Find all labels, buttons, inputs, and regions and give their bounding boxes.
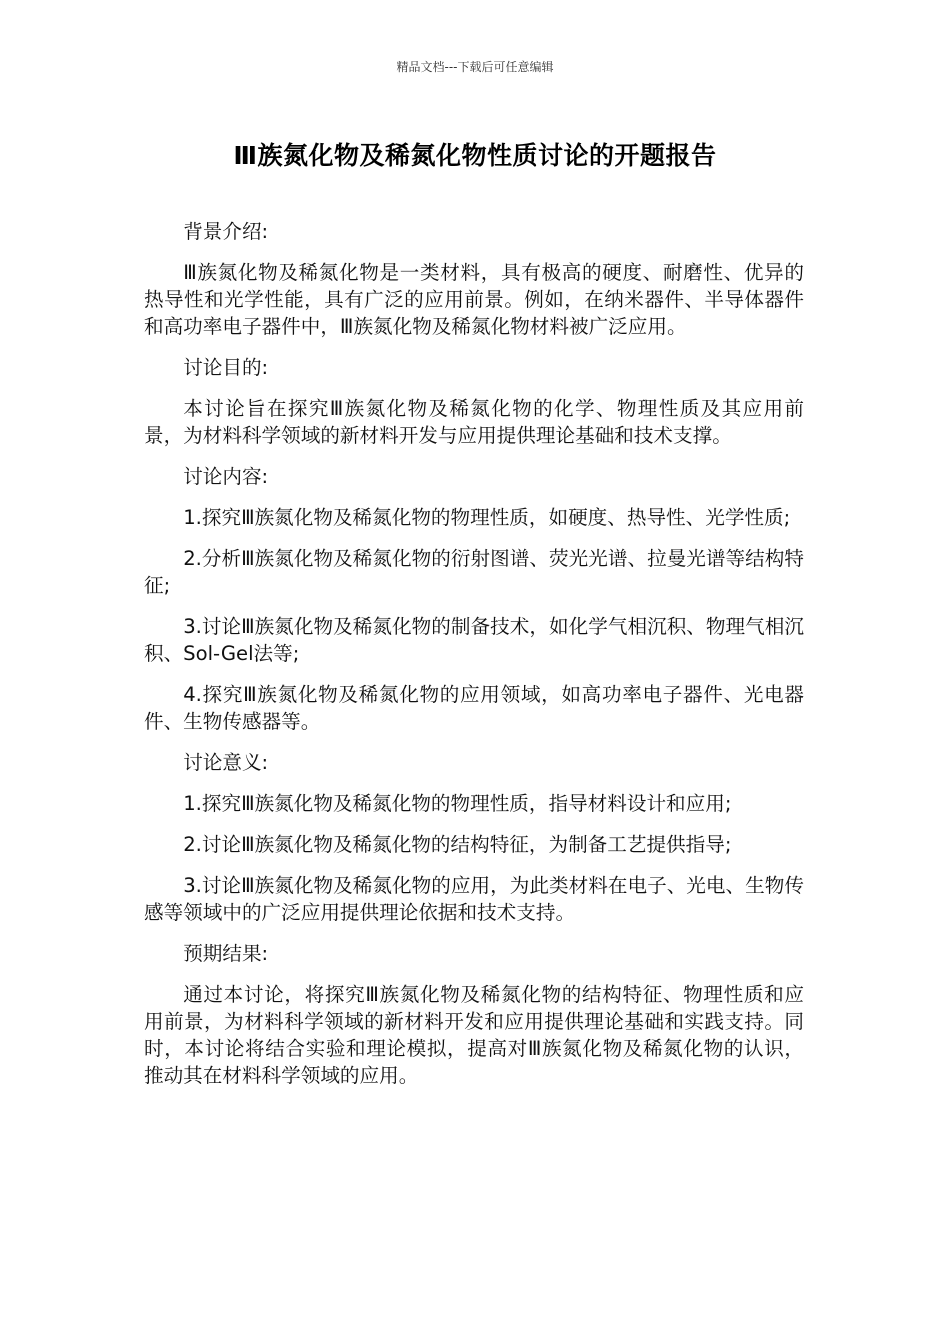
results-paragraph: 通过本讨论，将探究Ⅲ族氮化物及稀氮化物的结构特征、物理性质和应用前景，为材料科学领域的新材料开发和应用提供理论基础和实践支持。同时，本讨论将结合实验和理论模拟，提高对Ⅲ族氮化物及稀氮化物的认识，推动其在材料科学领域的应用。 xyxy=(144,983,804,1087)
significance-item-1: 1.探究Ⅲ族氮化物及稀氮化物的物理性质，指导材料设计和应用; xyxy=(183,792,732,815)
content-item-1: 1.探究Ⅲ族氮化物及稀氮化物的物理性质，如硬度、热导性、光学性质; xyxy=(183,506,791,529)
results-heading: 预期结果: xyxy=(183,942,269,965)
significance-heading: 讨论意义: xyxy=(183,751,269,774)
background-heading: 背景介绍: xyxy=(183,220,269,243)
purpose-heading: 讨论目的: xyxy=(183,356,269,379)
document-body xyxy=(144,218,804,1103)
background-paragraph: Ⅲ族氮化物及稀氮化物是一类材料，具有极高的硬度、耐磨性、优异的热导性和光学性能，具有广泛的应用前景。例如，在纳米器件、半导体器件和高功率电子器件中，Ⅲ族氮化物及稀氮化物材料被广泛应用。 xyxy=(144,261,804,338)
content-item-2: 2.分析Ⅲ族氮化物及稀氮化物的衍射图谱、荧光光谱、拉曼光谱等结构特征; xyxy=(144,547,804,597)
content-item-3: 3.讨论Ⅲ族氮化物及稀氮化物的制备技术，如化学气相沉积、物理气相沉积、Sol-Gel法等; xyxy=(144,615,804,665)
document-title: Ⅲ族氮化物及稀氮化物性质讨论的开题报告 xyxy=(233,141,717,170)
content-heading: 讨论内容: xyxy=(183,465,269,488)
page-header-note: 精品文档---下载后可任意编辑 xyxy=(396,60,554,74)
significance-item-3: 3.讨论Ⅲ族氮化物及稀氮化物的应用，为此类材料在电子、光电、生物传感等领域中的广泛应用提供理论依据和技术支持。 xyxy=(144,874,804,924)
purpose-paragraph: 本讨论旨在探究Ⅲ族氮化物及稀氮化物的化学、物理性质及其应用前景，为材料科学领域的新材料开发与应用提供理论基础和技术支撑。 xyxy=(144,397,804,447)
significance-item-2: 2.讨论Ⅲ族氮化物及稀氮化物的结构特征，为制备工艺提供指导; xyxy=(183,833,732,856)
content-item-4: 4.探究Ⅲ族氮化物及稀氮化物的应用领域，如高功率电子器件、光电器件、生物传感器等。 xyxy=(144,683,804,733)
